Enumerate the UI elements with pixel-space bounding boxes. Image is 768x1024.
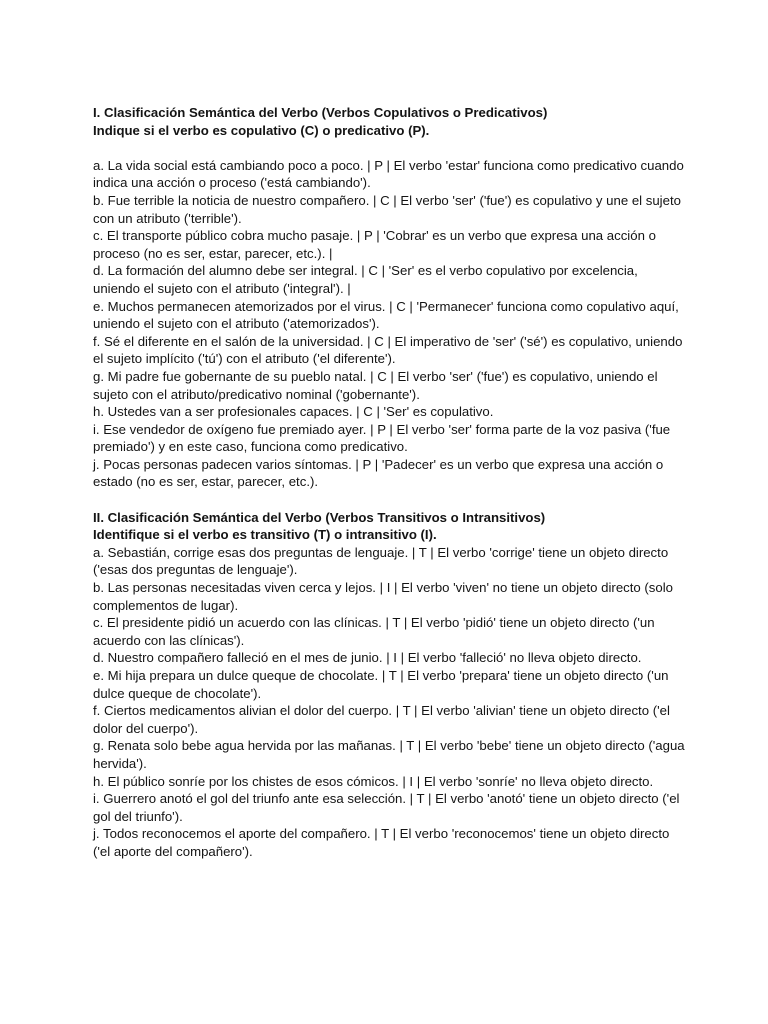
- exercise-item: f. Ciertos medicamentos alivian el dolor del cuerpo. | T | El verbo 'alivian' tiene un objeto directo ('el dolor del cuerpo').: [93, 703, 670, 736]
- exercise-item: e. Mi hija prepara un dulce queque de chocolate. | T | El verbo 'prepara' tiene un objeto directo ('un dulce queque de chocolate').: [93, 668, 669, 701]
- exercise-item: j. Todos reconocemos el aporte del compañero. | T | El verbo 'reconocemos' tiene un objeto directo ('el aporte del compañero').: [93, 826, 670, 859]
- exercise-item: i. Ese vendedor de oxígeno fue premiado ayer. | P | El verbo 'ser' forma parte de la voz pasiva ('fue premiado') y en este caso, funciona como predicativo.: [93, 421, 671, 455]
- exercise-item: h. El público sonríe por los chistes de esos cómicos. | I | El verbo 'sonríe' no lleva objeto directo.: [93, 773, 654, 789]
- section-transitivos: [93, 509, 688, 861]
- exercise-item: a. Sebastián, corrige esas dos preguntas de lenguaje. | T | El verbo 'corrige' tiene un objeto directo ('esas dos preguntas de lenguaje').: [93, 544, 669, 578]
- exercise-item: b. Fue terrible la noticia de nuestro compañero. | C | El verbo 'ser' ('fue') es copulativo y une el sujeto con un atributo ('terrible').: [93, 192, 681, 226]
- exercise-item: i. Guerrero anotó el gol del triunfo ante esa selección. | T | El verbo 'anotó' tiene un objeto directo ('el gol del triunfo').: [93, 791, 680, 824]
- exercise-item: e. Muchos permanecen atemorizados por el virus. | C | 'Permanecer' funciona como copulativo aquí, uniendo el sujeto con el atributo ('atemorizados').: [93, 298, 679, 332]
- spacer: [93, 491, 688, 509]
- section-copulativos: [93, 104, 688, 491]
- spacer: [93, 139, 688, 157]
- exercise-item: g. Mi padre fue gobernante de su pueblo natal. | C | El verbo 'ser' ('fue') es copulativo, uniendo el sujeto con el atributo/predicativo nominal ('gobernante').: [93, 368, 658, 402]
- exercise-item: j. Pocas personas padecen varios síntomas. | P | 'Padecer' es un verbo que expresa una acción o estado (no es ser, estar, parecer, etc.).: [93, 456, 664, 490]
- section-title: II. Clasificación Semántica del Verbo (Verbos Transitivos o Intransitivos): [93, 509, 546, 525]
- exercise-item: a. La vida social está cambiando poco a poco. | P | El verbo 'estar' funciona como predicativo cuando indica una acción o proceso ('está cambiando').: [93, 157, 684, 191]
- exercise-item: f. Sé el diferente en el salón de la universidad. | C | El imperativo de 'ser' ('sé') es copulativo, uniendo el sujeto implícito ('tú') con el atributo ('el diferente').: [93, 333, 683, 367]
- exercise-item: c. El presidente pidió un acuerdo con las clínicas. | T | El verbo 'pidió' tiene un objeto directo ('un acuerdo con las clínicas').: [93, 615, 655, 648]
- exercise-item: c. El transporte público cobra mucho pasaje. | P | 'Cobrar' es un verbo que expresa una acción o proceso (no es ser, estar, parecer, etc.). |: [93, 228, 656, 261]
- exercise-item: h. Ustedes van a ser profesionales capaces. | C | 'Ser' es copulativo.: [93, 404, 494, 420]
- exercise-item: d. La formación del alumno debe ser integral. | C | 'Ser' es el verbo copulativo por excelencia, uniendo el sujeto con el atributo ('integral'). |: [93, 263, 638, 296]
- exercise-item: b. Las personas necesitadas viven cerca y lejos. | I | El verbo 'viven' no tiene un objeto directo (solo complementos de lugar).: [93, 580, 673, 613]
- section-instruction: Identifique si el verbo es transitivo (T) o intransitivo (I).: [93, 527, 437, 543]
- section-instruction: Indique si el verbo es copulativo (C) o predicativo (P).: [93, 122, 430, 138]
- exercise-item: g. Renata solo bebe agua hervida por las mañanas. | T | El verbo 'bebe' tiene un objeto directo ('agua hervida').: [93, 738, 685, 771]
- section-title: I. Clasificación Semántica del Verbo (Verbos Copulativos o Predicativos): [93, 105, 548, 120]
- exercise-item: d. Nuestro compañero falleció en el mes de junio. | I | El verbo 'falleció' no lleva objeto directo.: [93, 650, 642, 666]
